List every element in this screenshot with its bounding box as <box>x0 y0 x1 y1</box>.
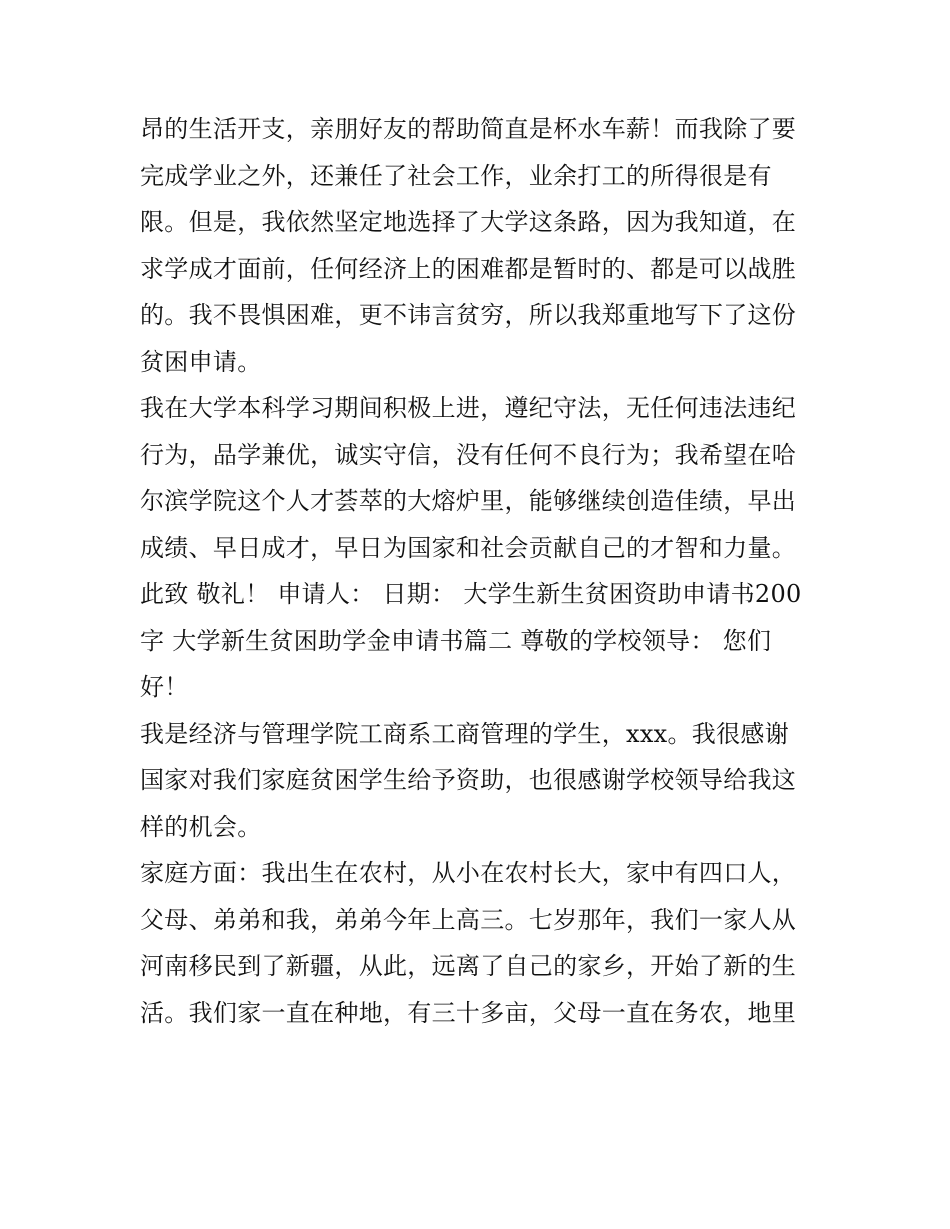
text-line: 字 大学新生贫困助学金申请书篇二 尊敬的学校领导： 您们 <box>140 626 772 655</box>
text-line: 河南移民到了新疆，从此，远离了自己的家乡，开始了新的生 <box>140 952 797 980</box>
text-line: 尔滨学院这个人才荟萃的大熔炉里，能够继续创造佳绩，早出 <box>140 487 797 515</box>
text-line: 的。我不畏惧困难，更不讳言贫穷，所以我郑重地写下了这份 <box>140 301 797 329</box>
text-line: 样的机会。 <box>140 812 262 841</box>
text-line: 父母、弟弟和我，弟弟今年上高三。七岁那年，我们一家人从 <box>140 905 797 934</box>
text-line: 成绩、早日成才，早日为国家和社会贡献自己的才智和力量。 <box>140 533 797 562</box>
text-line: 完成学业之外，还兼任了社会工作，业余打工的所得很是有 <box>140 161 772 190</box>
text-line: 好！ <box>140 673 189 701</box>
text-line: 此致 敬礼！ 申请人： 日期： 大学生新生贫困资助申请书200 <box>140 580 802 608</box>
text-line: 贫困申请。 <box>140 347 262 376</box>
text-line: 家庭方面：我出生在农村，从小在农村长大，家中有四口人， <box>140 859 797 887</box>
text-line: 国家对我们家庭贫困学生给予资助，也很感谢学校领导给我这 <box>140 766 797 794</box>
text-line: 昂的生活开支，亲朋好友的帮助简直是杯水车薪！而我除了要 <box>140 115 797 143</box>
text-line: 活。我们家一直在种地，有三十多亩，父母一直在务农，地里 <box>140 998 797 1027</box>
text-line: 我是经济与管理学院工商系工商管理的学生，xxx。我很感谢 <box>140 719 790 748</box>
text-line: 求学成才面前，任何经济上的困难都是暂时的、都是可以战胜 <box>140 254 797 283</box>
text-line: 我在大学本科学习期间积极上进，遵纪守法，无任何违法违纪 <box>140 394 797 422</box>
body-text <box>140 106 820 1036</box>
text-line: 行为，品学兼优，诚实守信，没有任何不良行为；我希望在哈 <box>140 440 797 469</box>
text-line: 限。但是，我依然坚定地选择了大学这条路，因为我知道，在 <box>140 208 797 236</box>
